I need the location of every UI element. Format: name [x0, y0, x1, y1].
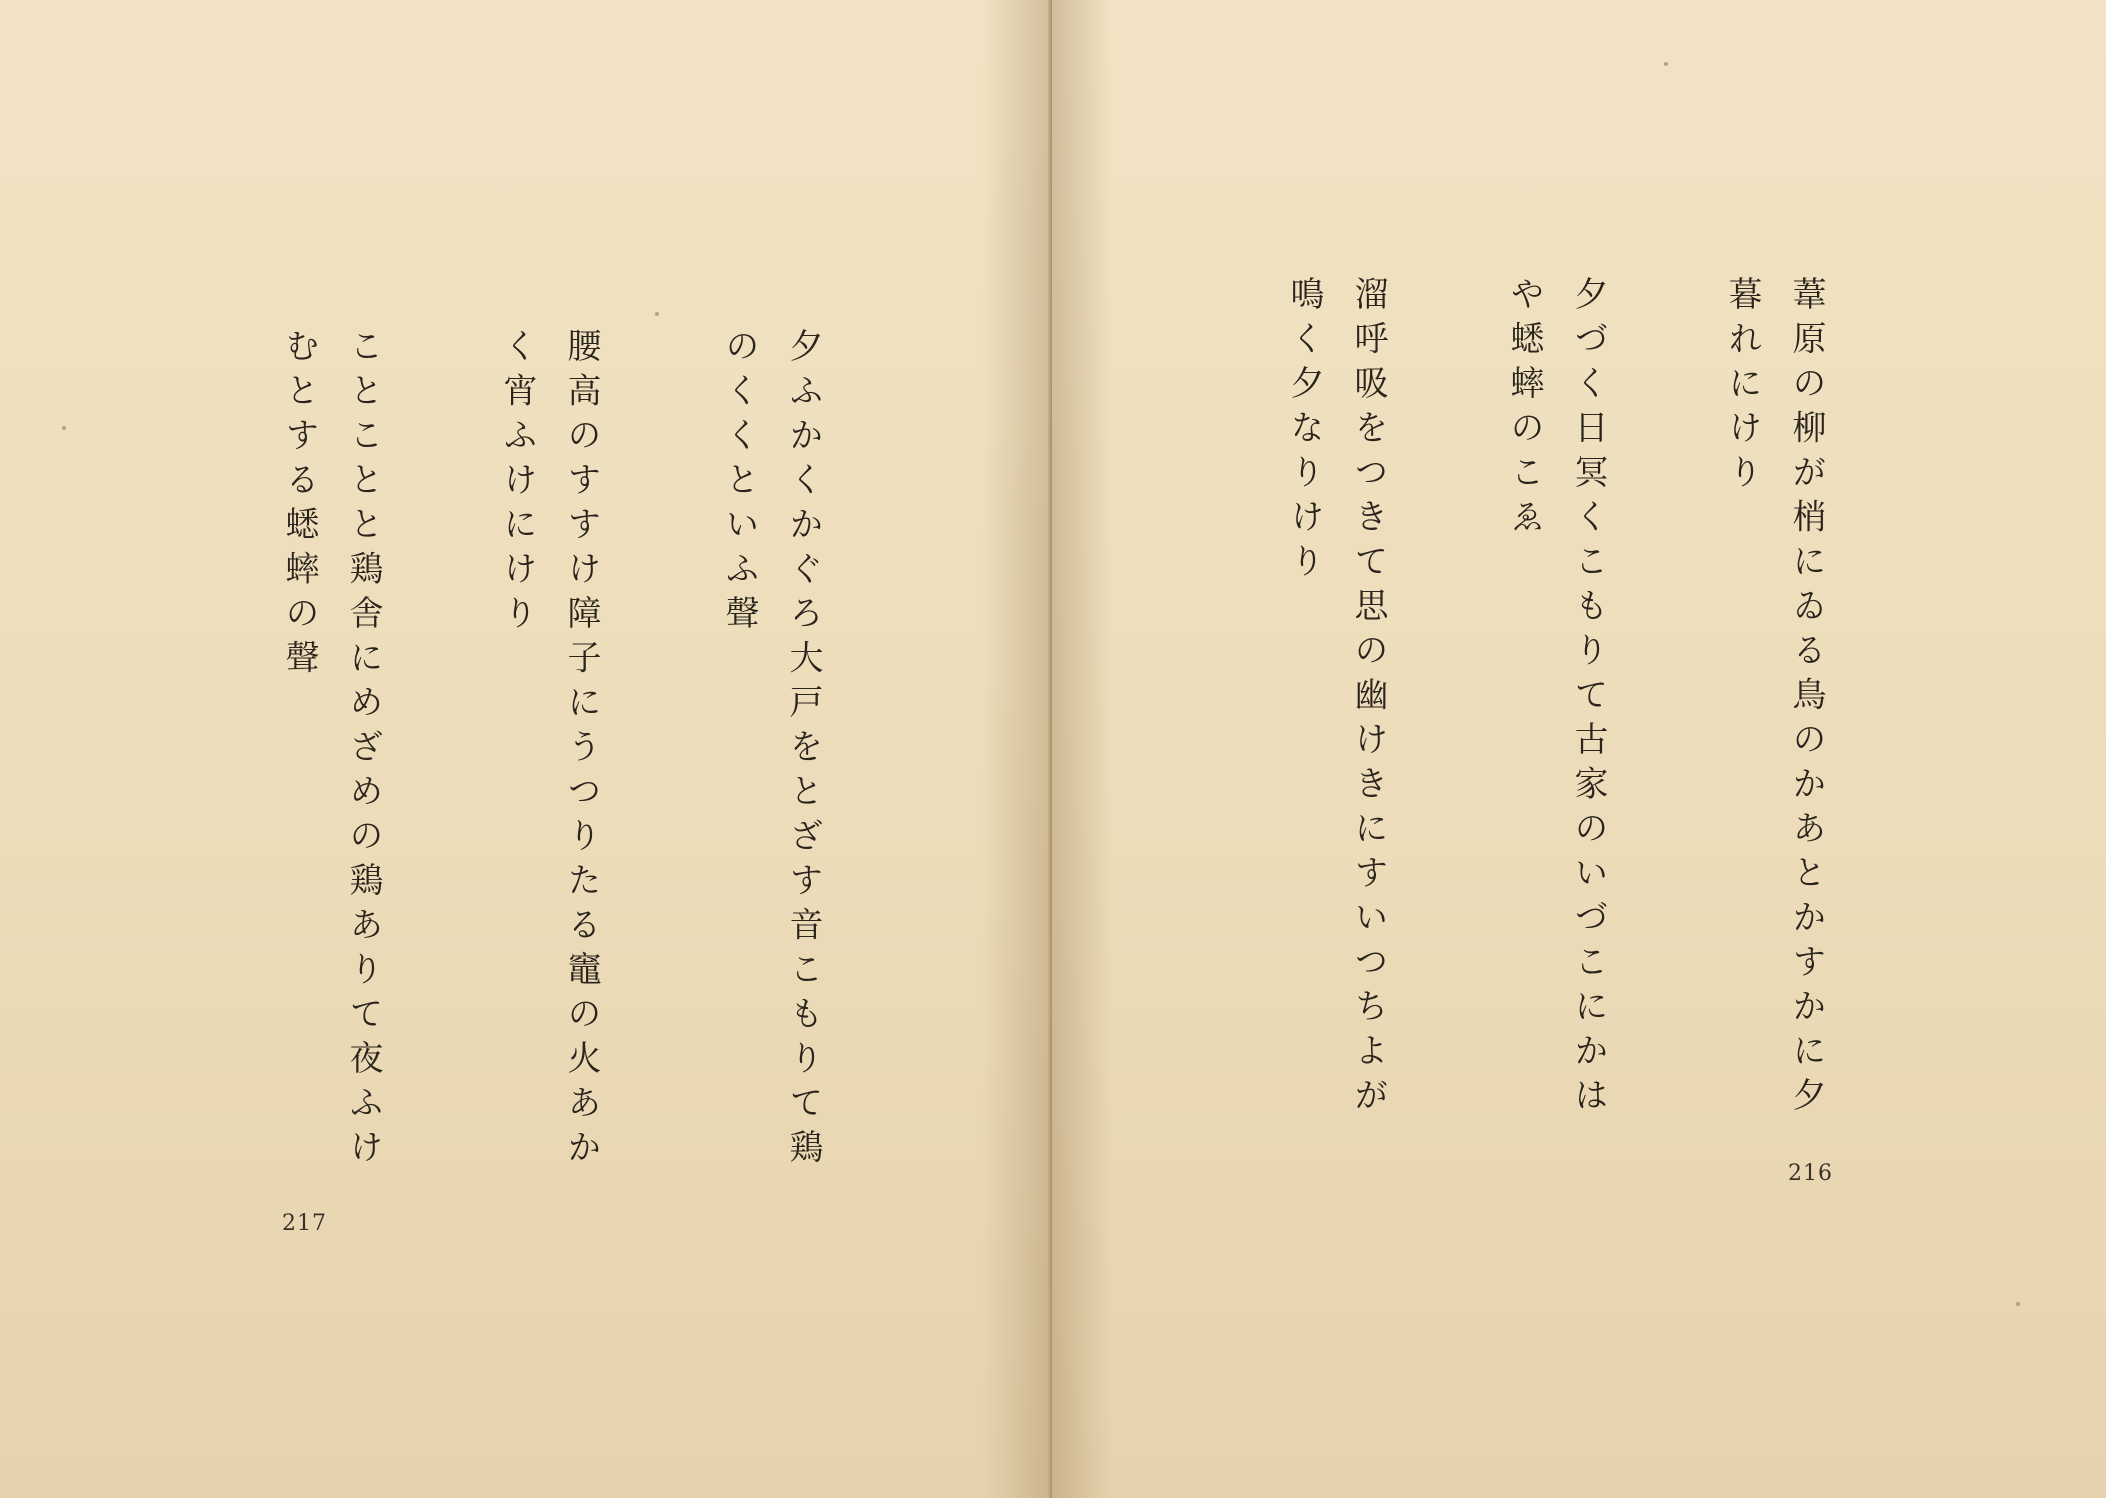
left-page [0, 0, 1052, 1498]
poem-line: むとする蟋蟀の聲 [279, 328, 319, 684]
poem-line: 暮れにけり [1722, 276, 1762, 499]
page-number: 217 [282, 1211, 327, 1236]
right-page [1052, 0, 2106, 1498]
poem-line: く宵ふけにけり [497, 328, 537, 640]
poem-line: ことことと鶏舎にめざめの鶏ありて夜ふけ [343, 328, 383, 1174]
poem-line: 葦原の柳が梢にゐる鳥のかあとかすかに夕 [1786, 276, 1826, 1122]
poem-line: 夕づく日冥くこもりて古家のいづこにかは [1568, 276, 1608, 1122]
page-number: 216 [1788, 1161, 1833, 1186]
poem-line: のくくといふ聲 [719, 328, 759, 640]
poem-line: 溜呼吸をつきて思の幽けきにすいつちよが [1348, 276, 1388, 1122]
poem-line: 夕ふかくかぐろ大戸をとざす音こもりて鶏 [783, 328, 823, 1174]
paper-speck [2016, 1302, 2020, 1306]
poem-line: 鳴く夕なりけり [1284, 276, 1324, 588]
poem-line: や蟋蟀のこゑ [1504, 276, 1544, 543]
paper-speck [1664, 62, 1668, 66]
paper-speck [655, 312, 659, 316]
poem-line: 腰高のすすけ障子にうつりたる竈の火あか [561, 328, 601, 1174]
paper-speck [62, 426, 66, 430]
